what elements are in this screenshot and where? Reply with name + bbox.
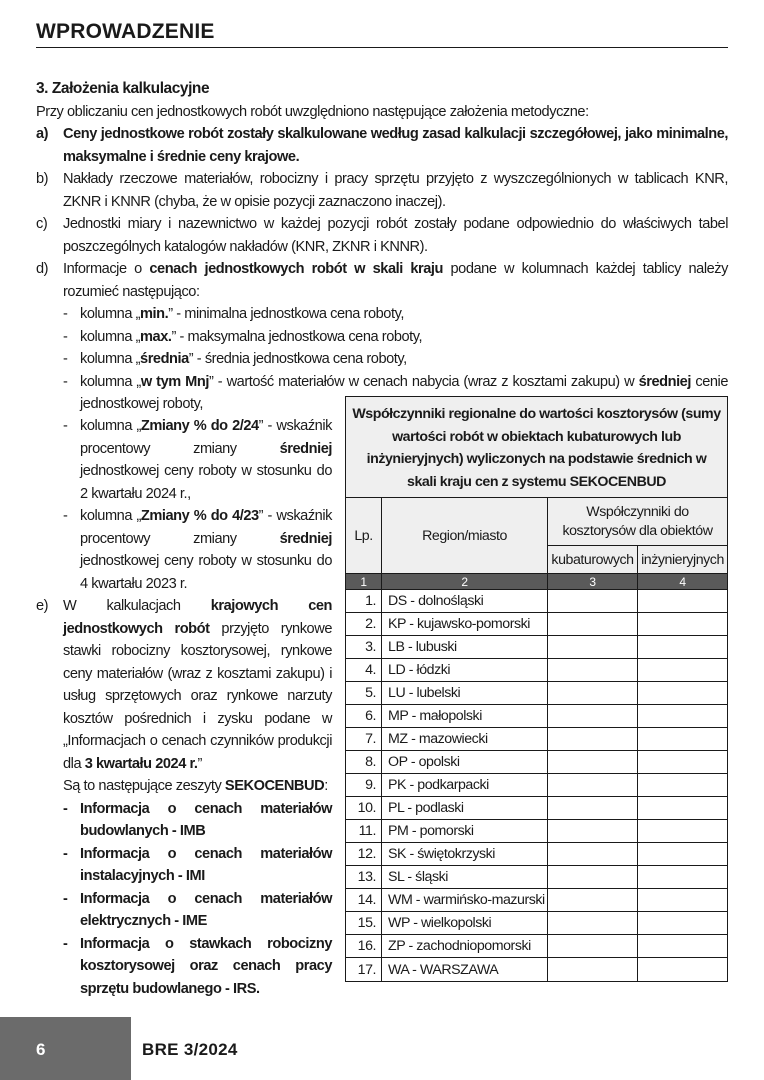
row-lp: 5. (346, 682, 382, 705)
row-region: MZ - mazowiecki (382, 728, 548, 751)
row-lp: 12. (346, 843, 382, 866)
item-text: Nakłady rzeczowe materiałów, robocizny i pracy sprzętu przyjęto z wyszczególnionych w tablicach KNR, ZKNR i KNNR (chyba, że w opisie pozycji zaznaczono inaczej). (63, 171, 728, 210)
sub-item-min: - kolumna „min.” - minimalna jednostkowa cena roboty, (63, 306, 404, 322)
table-header (346, 498, 727, 574)
col-group-header: Współczynniki do kosztorysów dla obiektów (548, 498, 727, 546)
item-label: e) (36, 598, 49, 614)
section-intro: Przy obliczaniu cen jednostkowych robót uwzględniono następujące założenia metodyczne: (36, 103, 589, 120)
row-inzynieryjnych-value (638, 705, 727, 728)
sub-item-max: - kolumna „max.” - maksymalna jednostkowa cena roboty, (63, 328, 423, 345)
list-item-b (36, 168, 728, 213)
list-item-d (36, 258, 728, 303)
item-text: W kalkulacjach krajowych cen jednostkowych robót przyjęto rynkowe stawki robocizny kosztorysowej, rynkowe ceny materiałów (wraz z kosztami zakupu) i usług sprzętowych oraz rynkowe narzuty kosztów pośrednich i zysku podane w „Informacjach o cenach czynników produkcji dla 3 kwartału 2024 r.” (63, 598, 332, 772)
row-region: LB - lubuski (382, 636, 548, 659)
row-lp: 11. (346, 820, 382, 843)
row-region: SK - świętokrzyski (382, 843, 548, 866)
col-region-header: Region/miasto (382, 498, 548, 574)
row-kubaturowych-value (548, 797, 638, 820)
row-lp: 3. (346, 636, 382, 659)
row-inzynieryjnych-value (638, 636, 727, 659)
footer-page-tab (0, 1017, 131, 1080)
row-lp: 17. (346, 958, 382, 981)
table-row (346, 751, 727, 774)
row-lp: 16. (346, 935, 382, 958)
row-region: MP - małopolski (382, 705, 548, 728)
row-region: PK - podkarpacki (382, 774, 548, 797)
table-row (346, 912, 727, 935)
row-region: PL - podlaski (382, 797, 548, 820)
row-region: OP - opolski (382, 751, 548, 774)
page-number: 6 (36, 1040, 46, 1059)
table-row (346, 682, 727, 705)
col-kubaturowych-header: kubaturowych (548, 546, 638, 574)
row-lp: 15. (346, 912, 382, 935)
row-region: SL - śląski (382, 866, 548, 889)
row-inzynieryjnych-value (638, 889, 727, 912)
zeszyt-ime: - Informacja o cenach materiałów elektrycznych - IME (63, 890, 332, 929)
col-number: 4 (638, 574, 727, 590)
row-kubaturowych-value (548, 682, 638, 705)
sub-item-srednia: - kolumna „średnia” - średnia jednostkowa cena roboty, (63, 351, 407, 367)
row-kubaturowych-value (548, 751, 638, 774)
column-number-row (346, 574, 727, 590)
table-row (346, 958, 727, 981)
table-row (346, 636, 727, 659)
col-number: 1 (346, 574, 382, 590)
table-row (346, 705, 727, 728)
row-lp: 6. (346, 705, 382, 728)
main-content (36, 78, 728, 416)
row-lp: 10. (346, 797, 382, 820)
table-row (346, 659, 727, 682)
col-number: 3 (548, 574, 638, 590)
row-lp: 2. (346, 613, 382, 636)
page-header (36, 20, 728, 48)
item-text: Jednostki miary i nazewnictwo w każdej pozycji robót zostały podane odpowiednio do właściwych tabel poszczególnych katalogów nakładów (KNR, ZKNR i KNNR). (63, 216, 728, 255)
zeszyt-irs: - Informacja o stawkach robocizny kosztorysowej oraz cenach pracy sprzętu budowlanego - IRS. (63, 935, 332, 997)
table-row (346, 797, 727, 820)
table-row (346, 613, 727, 636)
table-row (346, 866, 727, 889)
row-inzynieryjnych-value (638, 728, 727, 751)
table-row (346, 820, 727, 843)
row-lp: 7. (346, 728, 382, 751)
sub-item-zmiany-4-23: - kolumna „Zmiany % do 4/23” - wskaźnik procentowy zmiany średniej jednostkowej ceny roboty w stosunku do 4 kwartału 2023 r. (63, 508, 332, 592)
row-region: LD - łódzki (382, 659, 548, 682)
row-kubaturowych-value (548, 820, 638, 843)
row-inzynieryjnych-value (638, 935, 727, 958)
page-title: WPROWADZENIE (36, 20, 215, 43)
list-item-a (36, 123, 728, 168)
list-item-c (36, 213, 728, 258)
row-inzynieryjnych-value (638, 958, 727, 981)
table-title: Współczynniki regionalne do wartości kosztorysów (sumy wartości robót w obiektach kubaturowych lub inżynieryjnych) wyliczonych na podstawie średnich w skali kraju cen z systemu SEKOCENBUD (346, 397, 727, 498)
row-lp: 14. (346, 889, 382, 912)
row-region: KP - kujawsko-pomorski (382, 613, 548, 636)
row-inzynieryjnych-value (638, 820, 727, 843)
col-lp-header: Lp. (346, 498, 382, 574)
row-region: WM - warmińsko-mazurski (382, 889, 548, 912)
row-kubaturowych-value (548, 636, 638, 659)
item-text: Informacje o cenach jednostkowych robót w skali kraju podane w kolumnach każdej tablicy należy rozumieć następująco: (63, 261, 728, 300)
row-lp: 1. (346, 590, 382, 613)
row-inzynieryjnych-value (638, 912, 727, 935)
row-region: DS - dolnośląski (382, 590, 548, 613)
row-region: WA - WARSZAWA (382, 958, 548, 981)
table-row (346, 590, 727, 613)
table-body (346, 590, 727, 981)
section-title: 3. Założenia kalkulacyjne (36, 80, 210, 97)
list-item-e (36, 595, 332, 775)
row-inzynieryjnych-value (638, 774, 727, 797)
row-kubaturowych-value (548, 912, 638, 935)
row-region: PM - pomorski (382, 820, 548, 843)
row-lp: 9. (346, 774, 382, 797)
row-kubaturowych-value (548, 958, 638, 981)
row-inzynieryjnych-value (638, 843, 727, 866)
publication-name: BRE 3/2024 (142, 1040, 238, 1059)
row-lp: 8. (346, 751, 382, 774)
item-label: b) (36, 171, 49, 187)
row-inzynieryjnych-value (638, 797, 727, 820)
table-row (346, 843, 727, 866)
row-region: WP - wielkopolski (382, 912, 548, 935)
table-row (346, 774, 727, 797)
row-lp: 13. (346, 866, 382, 889)
row-kubaturowych-value (548, 866, 638, 889)
row-inzynieryjnych-value (638, 613, 727, 636)
table-row (346, 889, 727, 912)
row-kubaturowych-value (548, 889, 638, 912)
row-kubaturowych-value (548, 843, 638, 866)
row-inzynieryjnych-value (638, 659, 727, 682)
row-kubaturowych-value (548, 774, 638, 797)
item-label: c) (36, 216, 48, 232)
table-row (346, 935, 727, 958)
zeszyt-imi: - Informacja o cenach materiałów instalacyjnych - IMI (63, 845, 332, 884)
table-row (346, 728, 727, 751)
col-inzynieryjnych-header: inżynieryjnych (638, 546, 727, 574)
zeszyty-intro: Są to następujące zeszyty SEKOCENBUD: (63, 778, 328, 794)
row-kubaturowych-value (548, 935, 638, 958)
item-text: Ceny jednostkowe robót zostały skalkulowane według zasad kalkulacji szczegółowej, jako minimalne, maksymalne i średnie ceny krajowe. (63, 126, 728, 165)
row-inzynieryjnych-value (638, 751, 727, 774)
row-kubaturowych-value (548, 590, 638, 613)
sub-item-zmiany-2-24: - kolumna „Zmiany % do 2/24” - wskaźnik procentowy zmiany średniej jednostkowej ceny roboty w stosunku do 2 kwartału 2024 r., (63, 418, 332, 502)
item-label: d) (36, 261, 49, 277)
sub-item-mnj: - kolumna „w tym Mnj” - wartość materiałów w cenach nabycia (wraz z kosztami zakupu) w średniej cenie jednostkowej roboty, (63, 373, 728, 412)
row-region: LU - lubelski (382, 682, 548, 705)
row-inzynieryjnych-value (638, 682, 727, 705)
col-number: 2 (382, 574, 548, 590)
item-label: a) (36, 126, 49, 142)
row-kubaturowych-value (548, 659, 638, 682)
row-region: ZP - zachodniopomorski (382, 935, 548, 958)
regional-coefficients-table (345, 396, 728, 982)
row-kubaturowych-value (548, 705, 638, 728)
left-column (36, 415, 332, 1000)
row-inzynieryjnych-value (638, 590, 727, 613)
row-lp: 4. (346, 659, 382, 682)
zeszyt-imb: - Informacja o cenach materiałów budowlanych - IMB (63, 800, 332, 839)
row-kubaturowych-value (548, 613, 638, 636)
row-kubaturowych-value (548, 728, 638, 751)
row-inzynieryjnych-value (638, 866, 727, 889)
